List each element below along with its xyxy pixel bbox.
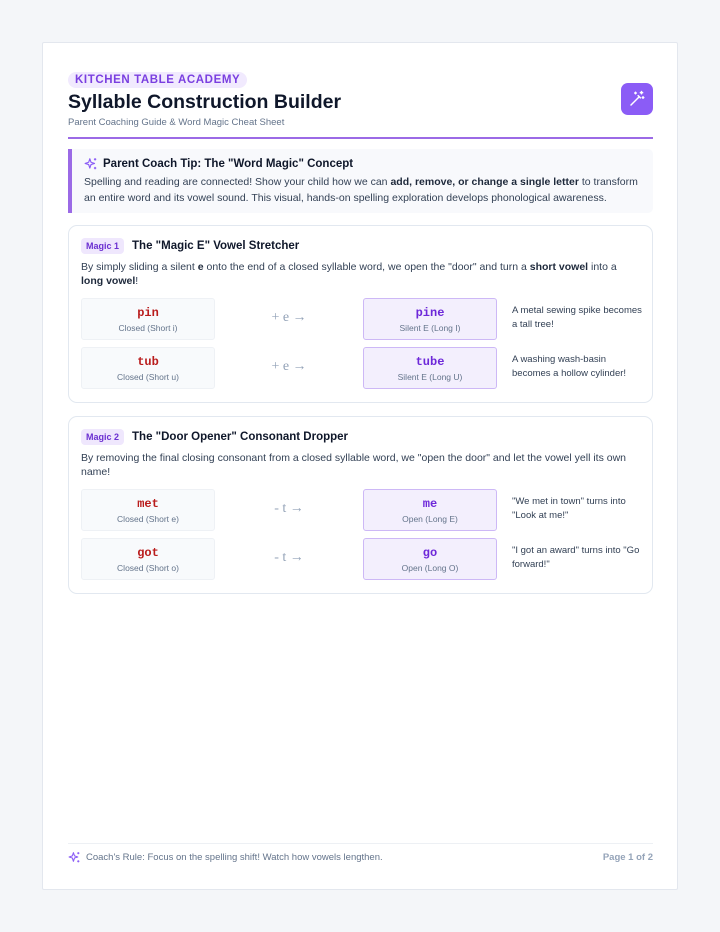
result-word-box xyxy=(363,538,497,580)
magic-e-card xyxy=(68,225,653,403)
word-transform-row xyxy=(81,298,641,340)
result-word: go xyxy=(422,546,438,560)
tip-title: Parent Coach Tip: The "Word Magic" Concept xyxy=(103,158,354,170)
parent-coach-tip xyxy=(68,149,653,213)
page-title: Syllable Construction Builder xyxy=(68,91,342,113)
result-sound: Open (Long E) xyxy=(402,514,458,524)
sparkle-icon xyxy=(84,157,98,171)
section-pill: Magic 2 xyxy=(81,429,124,445)
result-sound: Silent E (Long I) xyxy=(399,323,461,333)
result-word-box xyxy=(363,347,497,389)
result-word: me xyxy=(422,497,438,511)
word-transform-row xyxy=(81,489,641,531)
source-word: tub xyxy=(137,355,159,369)
tip-body: Spelling and reading are connected! Show your child how we can add, remove, or change a single letter to transform an entire word and its vowel sound. This visual, hands-on spelling exploration develops phonological awareness. xyxy=(84,176,638,204)
source-sound: Closed (Short o) xyxy=(117,563,179,573)
transform-operation: + e → xyxy=(271,359,307,374)
transform-note: "I got an award" turns into "Go forward!" xyxy=(512,545,640,570)
page-number: Page 1 of 2 xyxy=(602,852,653,863)
result-word-box xyxy=(363,489,497,531)
transform-operation: - t → xyxy=(274,501,304,516)
result-word: pine xyxy=(415,306,445,320)
result-sound: Open (Long O) xyxy=(401,563,459,573)
transform-operation: + e → xyxy=(271,310,307,325)
transform-note: "We met in town" turns into "Look at me!" xyxy=(512,496,626,521)
word-transform-row xyxy=(81,538,641,580)
result-word: tube xyxy=(415,355,445,369)
page-header xyxy=(68,71,653,139)
result-word-box xyxy=(363,298,497,340)
result-sound: Silent E (Long U) xyxy=(397,372,463,382)
transform-operation: - t → xyxy=(274,550,304,565)
page-footer xyxy=(68,843,653,871)
magic-wand-button[interactable] xyxy=(621,83,653,115)
transform-note: A metal sewing spike becomes a tall tree! xyxy=(512,305,642,330)
source-word-box xyxy=(81,298,215,340)
section-description: By simply sliding a silent e onto the end of a closed syllable word, we open the "door" and turn a short vowel into a long vowel! xyxy=(81,261,617,287)
word-transform-row xyxy=(81,347,641,389)
magic-wand-icon xyxy=(628,90,646,108)
door-opener-card xyxy=(68,416,653,594)
source-word: pin xyxy=(137,306,159,320)
source-word: got xyxy=(137,546,159,560)
source-sound: Closed (Short i) xyxy=(118,323,178,333)
transform-note: A washing wash-basin becomes a hollow cylinder! xyxy=(512,354,627,379)
section-description: By removing the final closing consonant from a closed syllable word, we "open the door" and let the vowel yell its own name! xyxy=(81,452,626,478)
coach-rule: Coach's Rule: Focus on the spelling shift! Watch how vowels lengthen. xyxy=(86,852,383,863)
source-word-box xyxy=(81,538,215,580)
page-subtitle: Parent Coaching Guide & Word Magic Cheat Sheet xyxy=(68,117,285,128)
section-title: The "Door Opener" Consonant Dropper xyxy=(132,431,349,443)
sparkle-icon xyxy=(68,851,81,864)
brand-badge: KITCHEN TABLE ACADEMY xyxy=(68,72,247,88)
section-title: The "Magic E" Vowel Stretcher xyxy=(132,240,300,252)
source-sound: Closed (Short u) xyxy=(117,372,179,382)
source-word-box xyxy=(81,347,215,389)
source-sound: Closed (Short e) xyxy=(117,514,179,524)
source-word: met xyxy=(137,497,159,511)
section-pill: Magic 1 xyxy=(81,238,124,254)
source-word-box xyxy=(81,489,215,531)
worksheet-page xyxy=(42,42,678,890)
